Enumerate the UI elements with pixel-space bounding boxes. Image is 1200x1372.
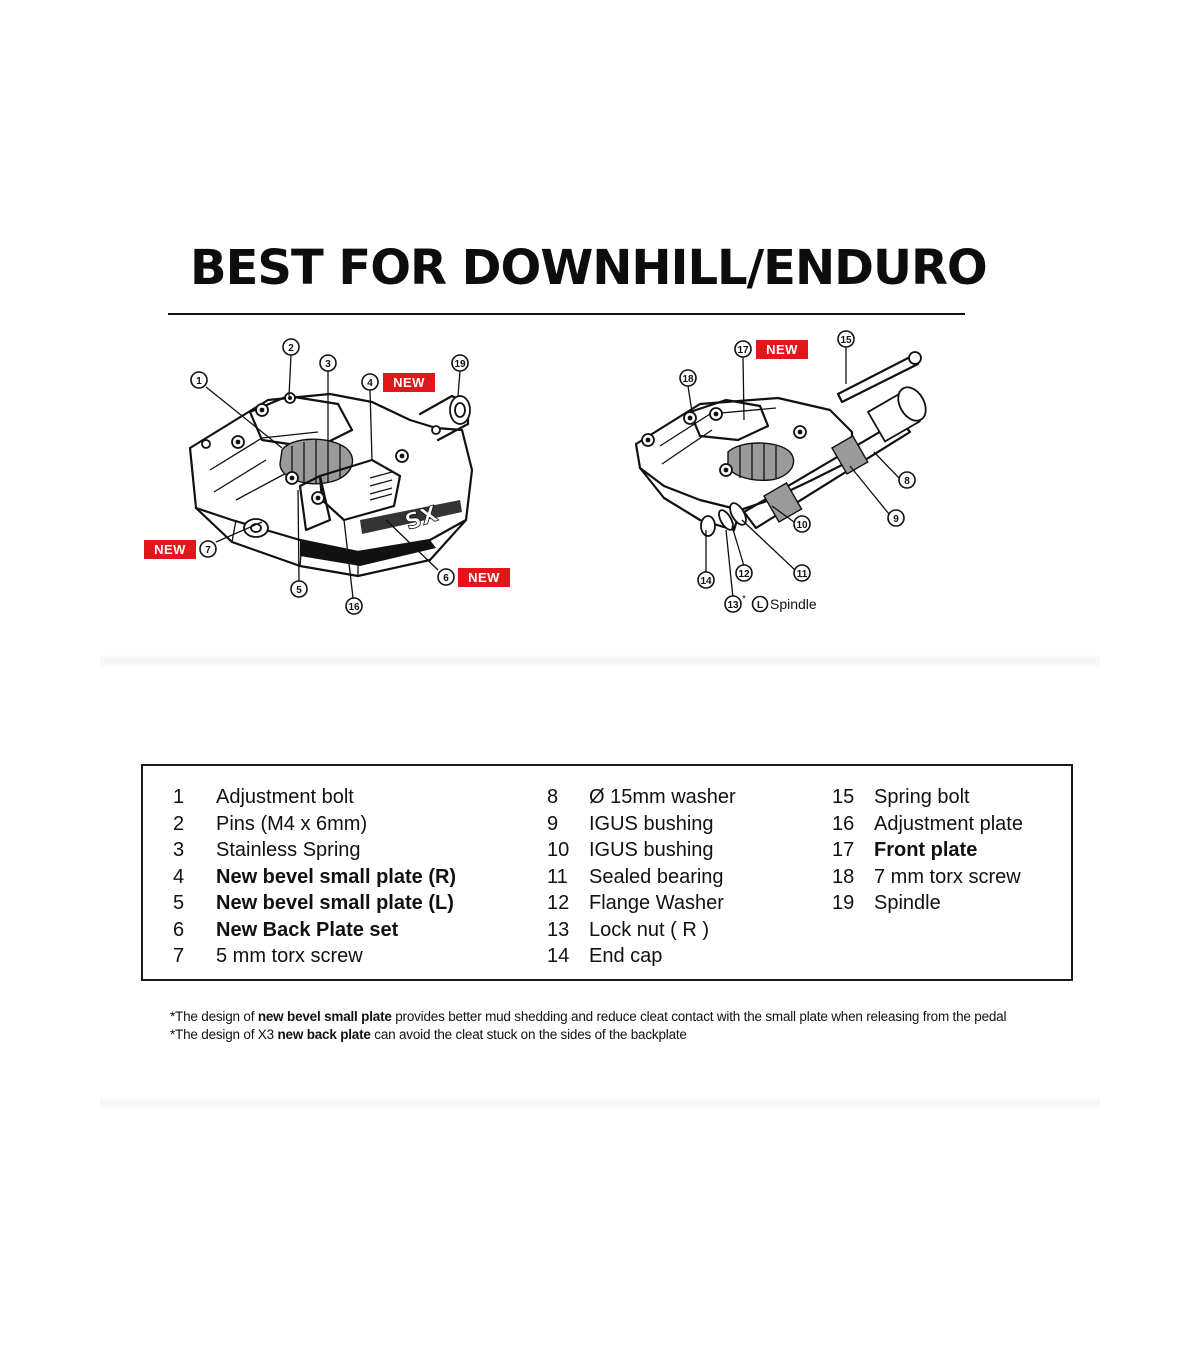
svg-text:6: 6	[443, 573, 449, 584]
callout-3	[320, 355, 336, 371]
callout-13	[725, 596, 741, 612]
callout-9	[888, 510, 904, 526]
callout-11	[794, 565, 810, 581]
svg-text:8: 8	[904, 476, 910, 487]
callout-17	[735, 341, 751, 357]
callout-8	[899, 472, 915, 488]
callout-6	[438, 569, 454, 585]
svg-text:9: 9	[893, 514, 899, 525]
svg-text:7: 7	[205, 545, 211, 556]
svg-text:10: 10	[796, 520, 808, 531]
svg-text:NEW: NEW	[468, 570, 500, 585]
svg-text:16: 16	[348, 602, 360, 613]
new-badge-6	[458, 568, 510, 587]
spindle-label: Spindle	[770, 596, 817, 612]
svg-text:4: 4	[367, 378, 373, 389]
callout-5	[291, 581, 307, 597]
svg-text:NEW: NEW	[154, 542, 186, 557]
callout-15	[838, 331, 854, 347]
footnote-back-plate: *The design of X3 new back plate can avoid the cleat stuck on the sides of the backplate	[170, 1027, 687, 1042]
svg-text:17: 17	[737, 345, 749, 356]
svg-text:*: *	[742, 594, 746, 605]
svg-text:12: 12	[738, 569, 750, 580]
parts-legend: 1 Adjustment bolt 2 Pins (M4 x 6mm) 3 Stainless Spring 4 New bevel small plate (R) 5 New bevel small plate (L) 6 New Back Plate set 7 5 mm torx screw 8 Ø 15mm washer 9 IGUS bushing 10 IGUS bushing 11 Sealed bearing 12 Flange Washer 13 Lock nut ( R ) 14 End cap 15 Spring bolt 16 Adjustment plate 17 Front plate 18 7 mm torx screw 19 Spindle	[141, 764, 1073, 981]
footnotes	[170, 1008, 1070, 1044]
svg-text:15: 15	[840, 335, 852, 346]
divider-band-bottom	[100, 1096, 1100, 1110]
footnote-bevel-plate: *The design of new bevel small plate provides better mud shedding and reduce cleat contact with the small plate when releasing from the pedal	[170, 1009, 1007, 1024]
svg-text:19: 19	[454, 359, 466, 370]
callout-16	[346, 598, 362, 614]
pedal-logo: SX	[402, 501, 442, 536]
svg-text:L: L	[756, 600, 764, 611]
callout-4	[362, 374, 378, 390]
new-badge-17	[756, 340, 808, 359]
svg-text:2: 2	[288, 343, 294, 354]
new-badge-4	[383, 373, 435, 392]
callout-12	[736, 565, 752, 581]
svg-text:14: 14	[700, 576, 712, 587]
callout-10	[794, 516, 810, 532]
callout-7	[200, 541, 216, 557]
divider-band-top	[100, 654, 1100, 668]
spindle-side-marker	[753, 597, 768, 612]
callout-19	[452, 355, 468, 371]
callout-18	[680, 370, 696, 386]
page-title: BEST FOR DOWNHILL/ENDURO	[190, 240, 987, 296]
new-badge-7	[144, 540, 196, 559]
svg-text:NEW: NEW	[766, 342, 798, 357]
title-divider	[168, 313, 965, 315]
pedal-exploded-diagram	[100, 325, 1100, 635]
svg-text:18: 18	[682, 374, 694, 385]
callout-14	[698, 572, 714, 588]
svg-text:5: 5	[296, 585, 302, 596]
callout-1	[191, 372, 207, 388]
svg-text:NEW: NEW	[393, 375, 425, 390]
svg-text:1: 1	[196, 376, 202, 387]
callout-2	[283, 339, 299, 355]
svg-text:11: 11	[796, 569, 808, 580]
svg-text:3: 3	[325, 359, 331, 370]
left-pedal-illustration	[190, 393, 472, 576]
svg-text:13: 13	[727, 600, 739, 611]
